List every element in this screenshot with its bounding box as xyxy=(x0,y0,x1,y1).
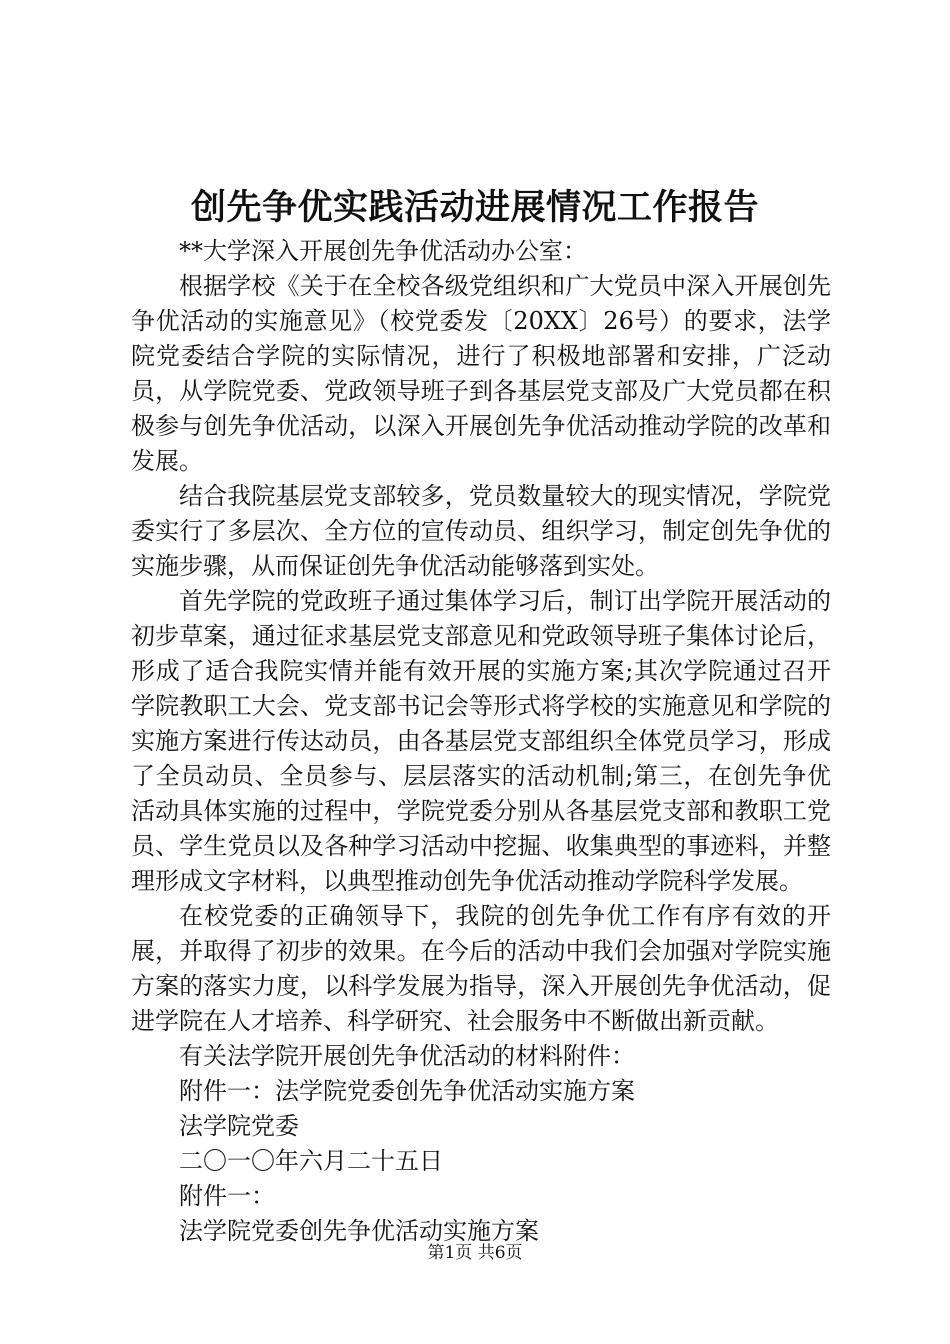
addressee-line: **大学深入开展创先争优活动办公室： xyxy=(179,237,587,265)
paragraph-4: 在校党委的正确领导下，我院的创先争优工作有序有效的开展，并取得了初步的效果。在今后的活动中我们会加强对学院实施方案的落实力度，以科学发展为指导，深入开展创先争优活动，促进学院在人才培养、科学研究、社会服务中不断做出新贡献。 xyxy=(131,902,831,1035)
paragraph-1: 根据学校《关于在全校各级党组织和广大党员中深入开展创先争优活动的实施意见》（校党委发〔20XX〕26号）的要求，法学院党委结合学院的实际情况，进行了积极地部署和安排，广泛动员，从学院党委、党政领导班子到各基层党支部及广大党员都在积极参与创先争优活动，以深入开展创先争优活动推动学院的改革和发展。 xyxy=(131,272,831,475)
page-footer: 第1页 共6页 xyxy=(427,1243,523,1263)
attachment-label: 附件一： xyxy=(179,1182,275,1210)
document-body xyxy=(131,234,831,1249)
attachment-one-line: 附件一：法学院党委创先争优活动实施方案 xyxy=(179,1077,635,1105)
paragraph-3: 首先学院的党政班子通过集体学习后，制订出学院开展活动的初步草案，通过征求基层党支部意见和党政领导班子集体讨论后，形成了适合我院实情并能有效开展的实施方案;其次学院通过召开学院教职工大会、党支部书记会等形式将学校的实施意见和学院的实施方案进行传达动员，由各基层党支部组织全体党员学习，形成了全员动员、全员参与、层层落实的活动机制;第三，在创先争优活动具体实施的过程中，学院党委分别从各基层党支部和教职工党员、学生党员以及各种学习活动中挖掘、收集典型的事迹料，并整理形成文字材料，以典型推动创先争优活动推动学院科学发展。 xyxy=(131,587,831,895)
document-title: 创先争优实践活动进展情况工作报告 xyxy=(190,187,759,228)
attachments-heading: 有关法学院开展创先争优活动的材料附件： xyxy=(179,1042,635,1070)
signature-line: 法学院党委 xyxy=(179,1112,299,1140)
paragraph-2: 结合我院基层党支部较多，党员数量较大的现实情况，学院党委实行了多层次、全方位的宣传动员、组织学习，制定创先争优的实施步骤，从而保证创先争优活动能够落到实处。 xyxy=(131,482,831,580)
date-line: 二〇一〇年六月二十五日 xyxy=(179,1147,443,1175)
attachment-title: 法学院党委创先争优活动实施方案 xyxy=(179,1217,539,1245)
